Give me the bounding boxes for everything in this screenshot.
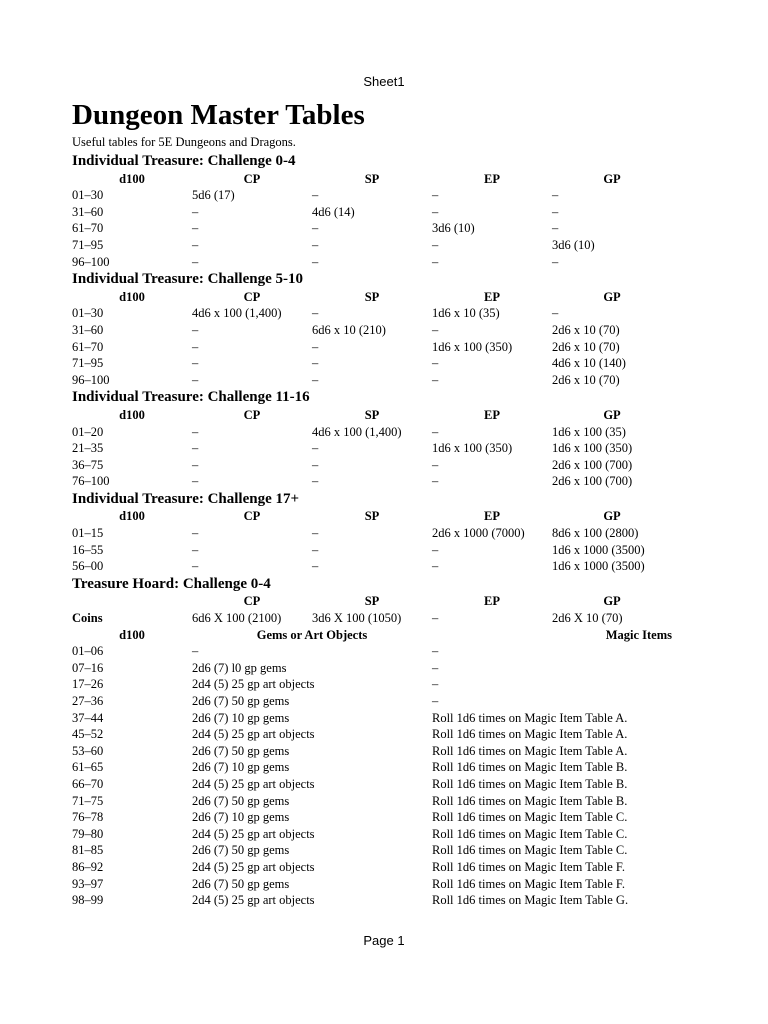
table-cell: 96–100 [72,254,110,269]
table-cell: 2d6 x 10 (70) [552,322,620,337]
section-heading: Treasure Hoard: Challenge 0-4 [72,575,271,592]
table-row [72,859,692,876]
table-cell: Roll 1d6 times on Magic Item Table G. [432,893,629,908]
table-row [72,187,692,204]
table-cell: 2d6 X 10 (70) [552,611,623,626]
table-row [72,693,692,710]
section-heading: Individual Treasure: Challenge 0-4 [72,153,296,169]
table-cell: 2d6 (7) 50 gp gems [192,694,290,708]
table-cell: 3d6 (10) [552,237,595,252]
table-row [72,440,692,457]
table-cell: – [552,254,559,269]
table-row [72,809,692,826]
column-header: GP [603,171,621,186]
column-header: d100 [119,509,145,524]
table-cell: 01–30 [72,188,104,203]
table-cell: – [432,322,439,337]
table-cell: Roll 1d6 times on Magic Item Table C. [432,826,628,841]
table-cell: – [192,474,199,489]
table-cell: – [432,237,439,252]
column-header: CP [243,407,261,422]
table-cell: 1d6 x 10 (35) [432,306,500,321]
table-cell: – [192,204,199,219]
table-cell: – [192,559,199,574]
table-cell: – [192,356,199,371]
table-row [72,220,692,237]
column-header: GP [603,289,621,304]
table-cell: – [312,221,319,236]
column-header: Magic Items [605,627,672,642]
table-cell: 61–70 [72,339,104,354]
table-cell: 86–92 [72,859,104,874]
table-cell: 79–80 [72,826,104,841]
table-cell: – [192,441,199,456]
table-row [72,660,692,677]
table-cell: 2d6 (7) l0 gp gems [192,660,287,675]
table-cell: – [432,694,439,708]
table-cell: – [432,660,439,675]
table-row [72,372,692,389]
page-number: Page 1 [363,933,405,948]
table-cell: 56–00 [72,559,104,574]
table-row [72,759,692,776]
table-cell: 37–44 [72,710,104,725]
table-cell: 8d6 x 100 (2800) [552,526,639,541]
table-cell: Roll 1d6 times on Magic Item Table B. [432,776,628,791]
table-cell: – [312,339,319,354]
table-cell: 98–99 [72,893,104,908]
table-cell: 1d6 x 1000 (3500) [552,559,645,574]
table-cell: 2d6 x 1000 (7000) [432,526,525,541]
table-cell: – [192,221,199,236]
column-header: GP [603,509,621,524]
table-cell: – [312,356,319,371]
table-cell: – [432,677,439,692]
column-header: d100 [119,289,145,304]
table-cell: 6d6 X 100 (2100) [192,611,282,626]
table-cell: – [432,644,439,659]
table-cell: Roll 1d6 times on Magic Item Table C. [432,843,628,858]
section-heading: Individual Treasure: Challenge 5-10 [72,271,304,288]
table-cell: Roll 1d6 times on Magic Item Table A. [432,710,628,725]
table-cell: Roll 1d6 times on Magic Item Table C. [432,810,628,825]
table-row [72,254,692,271]
column-header: CP [243,171,261,186]
table-cell: – [192,424,199,439]
table-cell: Roll 1d6 times on Magic Item Table B. [432,760,628,775]
page-subtitle: Useful tables for 5E Dungeons and Dragons. [72,135,296,149]
column-header: SP [364,171,380,186]
table-row [72,457,692,474]
table-cell: 2d6 (7) 10 gp gems [192,710,290,725]
table-cell: 1d6 x 100 (350) [432,441,513,456]
table-cell: 2d4 (5) 25 gp art objects [192,826,315,841]
table-row [72,710,692,727]
table-row [72,776,692,793]
table-cell: 36–75 [72,457,104,472]
table-cell: Roll 1d6 times on Magic Item Table F. [432,859,626,874]
tables-container [72,152,692,909]
table-cell: 1d6 x 100 (350) [432,339,513,354]
table-cell: 01–20 [72,424,104,439]
column-header: d100 [119,171,145,186]
table-cell: 71–95 [72,237,104,252]
table-cell: – [192,237,199,252]
table-cell: 1d6 x 100 (350) [552,441,633,456]
table-cell: – [552,188,559,203]
table-cell: – [192,339,199,354]
table-cell: 2d6 (7) 50 gp gems [192,876,290,891]
table-row [72,322,692,339]
table-cell: 2d4 (5) 25 gp art objects [192,776,315,791]
column-header: SP [364,509,380,524]
table-cell: 2d4 (5) 25 gp art objects [192,859,315,874]
column-header: Gems or Art Objects [256,627,368,642]
table-header [72,508,692,525]
table-header [72,593,692,610]
table-cell: 66–70 [72,776,104,791]
table-cell: 07–16 [72,660,104,675]
table-cell: – [312,237,319,252]
table-cell: 21–35 [72,441,104,456]
table-row [72,525,692,542]
table-cell: 1d6 x 1000 (3500) [552,542,645,557]
table-cell: 45–52 [72,727,104,742]
column-header: d100 [119,627,145,642]
column-header: EP [484,594,500,609]
table-row [72,892,692,909]
table-cell: – [432,204,439,219]
table-row [72,826,692,843]
table-cell: – [192,526,199,541]
table-cell: 1d6 x 100 (35) [552,424,626,439]
column-header: SP [364,594,380,609]
table-row [72,237,692,254]
table-cell: 2d6 x 10 (70) [552,372,620,387]
table-cell: – [432,542,439,557]
column-header: GP [603,594,621,609]
table-cell: Roll 1d6 times on Magic Item Table A. [432,743,628,758]
table-cell: 01–30 [72,306,104,321]
table-cell: – [312,542,319,557]
table-cell: – [432,474,439,489]
table-cell: 2d6 (7) 50 gp gems [192,743,290,758]
table-cell: 4d6 x 100 (1,400) [192,306,282,321]
table-cell: 81–85 [72,843,104,858]
table-cell: 96–100 [72,372,110,387]
table-cell: 2d6 x 100 (700) [552,474,633,489]
table-cell: – [312,372,319,387]
table-row [72,355,692,372]
table-cell: 4d6 x 10 (140) [552,356,626,371]
column-header: d100 [119,407,145,422]
table-cell: – [192,254,199,269]
table-cell: 2d6 (7) 10 gp gems [192,760,290,775]
table-cell: – [312,474,319,489]
table-cell: – [432,372,439,387]
table-cell: 17–26 [72,677,104,692]
table-row [72,339,692,356]
table-cell: – [312,254,319,269]
table-row [72,204,692,221]
column-header: EP [484,289,500,304]
table-cell: 76–100 [72,474,110,489]
table-row [72,726,692,743]
table-cell: – [312,306,319,321]
table-cell: – [312,188,319,203]
table-row [72,876,692,893]
section-heading: Individual Treasure: Challenge 11-16 [72,389,310,406]
table-row [72,842,692,859]
table-cell: – [432,611,439,626]
table-cell: 2d6 x 100 (700) [552,457,633,472]
column-header: EP [484,509,500,524]
table-cell: 2d4 (5) 25 gp art objects [192,727,315,742]
table-cell: 27–36 [72,694,104,708]
coins-label: Coins [72,611,103,626]
table-row [72,473,692,490]
table-header [72,289,692,306]
table-cell: – [192,372,199,387]
table-row [72,305,692,322]
table-cell: 53–60 [72,743,104,758]
table-cell: – [192,322,199,337]
table-row [72,743,692,760]
column-header: CP [243,509,261,524]
table-cell: – [432,424,439,439]
column-header: GP [603,407,621,422]
table-cell: – [192,457,199,472]
table-cell: – [432,457,439,472]
table-cell: 2d6 x 10 (70) [552,339,620,354]
table-cell: 2d6 (7) 50 gp gems [192,843,290,858]
table-row [72,676,692,693]
table-cell: – [192,644,199,659]
table-cell: 76–78 [72,810,104,825]
table-header [72,171,692,188]
table-cell: 16–55 [72,542,104,557]
table-cell: – [552,204,559,219]
table-row [72,558,692,575]
table-cell: – [432,559,439,574]
table-cell: – [312,457,319,472]
table-cell: – [312,559,319,574]
table-cell: 4d6 x 100 (1,400) [312,424,402,439]
table-cell: 01–06 [72,644,104,659]
table-row [72,793,692,810]
column-header: CP [243,289,261,304]
coins-row [72,610,692,627]
table-header [72,407,692,424]
table-cell: 71–95 [72,356,104,371]
table-cell: 93–97 [72,876,104,891]
table-cell: 6d6 x 10 (210) [312,322,386,337]
table-cell: 61–70 [72,221,104,236]
table-subheader [72,627,692,644]
table-cell: – [432,254,439,269]
table-row [72,643,692,660]
table-cell: 5d6 (17) [192,188,235,203]
table-cell: – [312,441,319,456]
table-cell: 01–15 [72,526,104,541]
column-header: SP [364,407,380,422]
column-header: CP [243,594,261,609]
column-header: SP [364,289,380,304]
table-cell: 2d6 (7) 10 gp gems [192,810,290,825]
table-cell: 2d4 (5) 25 gp art objects [192,677,315,692]
table-cell: – [552,221,559,236]
table-cell: Roll 1d6 times on Magic Item Table A. [432,727,628,742]
table-cell: 4d6 (14) [312,204,355,219]
table-row [72,424,692,441]
table-cell: 71–75 [72,793,104,808]
table-cell: – [552,306,559,321]
table-cell: – [432,188,439,203]
table-cell: 3d6 X 100 (1050) [312,611,402,626]
table-cell: 61–65 [72,760,104,775]
table-cell: 3d6 (10) [432,221,475,236]
table-cell: Roll 1d6 times on Magic Item Table F. [432,876,626,891]
table-cell: – [312,526,319,541]
table-cell: 31–60 [72,204,104,219]
table-row [72,542,692,559]
table-cell: 31–60 [72,322,104,337]
column-header: EP [484,407,500,422]
column-header: EP [484,171,500,186]
table-cell: Roll 1d6 times on Magic Item Table B. [432,793,628,808]
table-cell: – [432,356,439,371]
table-cell: 2d4 (5) 25 gp art objects [192,893,315,908]
section-heading: Individual Treasure: Challenge 17+ [72,490,300,507]
table-cell: 2d6 (7) 50 gp gems [192,793,290,808]
page-title: Dungeon Master Tables [72,99,365,131]
table-cell: – [192,542,199,557]
sheet-name: Sheet1 [363,74,405,89]
